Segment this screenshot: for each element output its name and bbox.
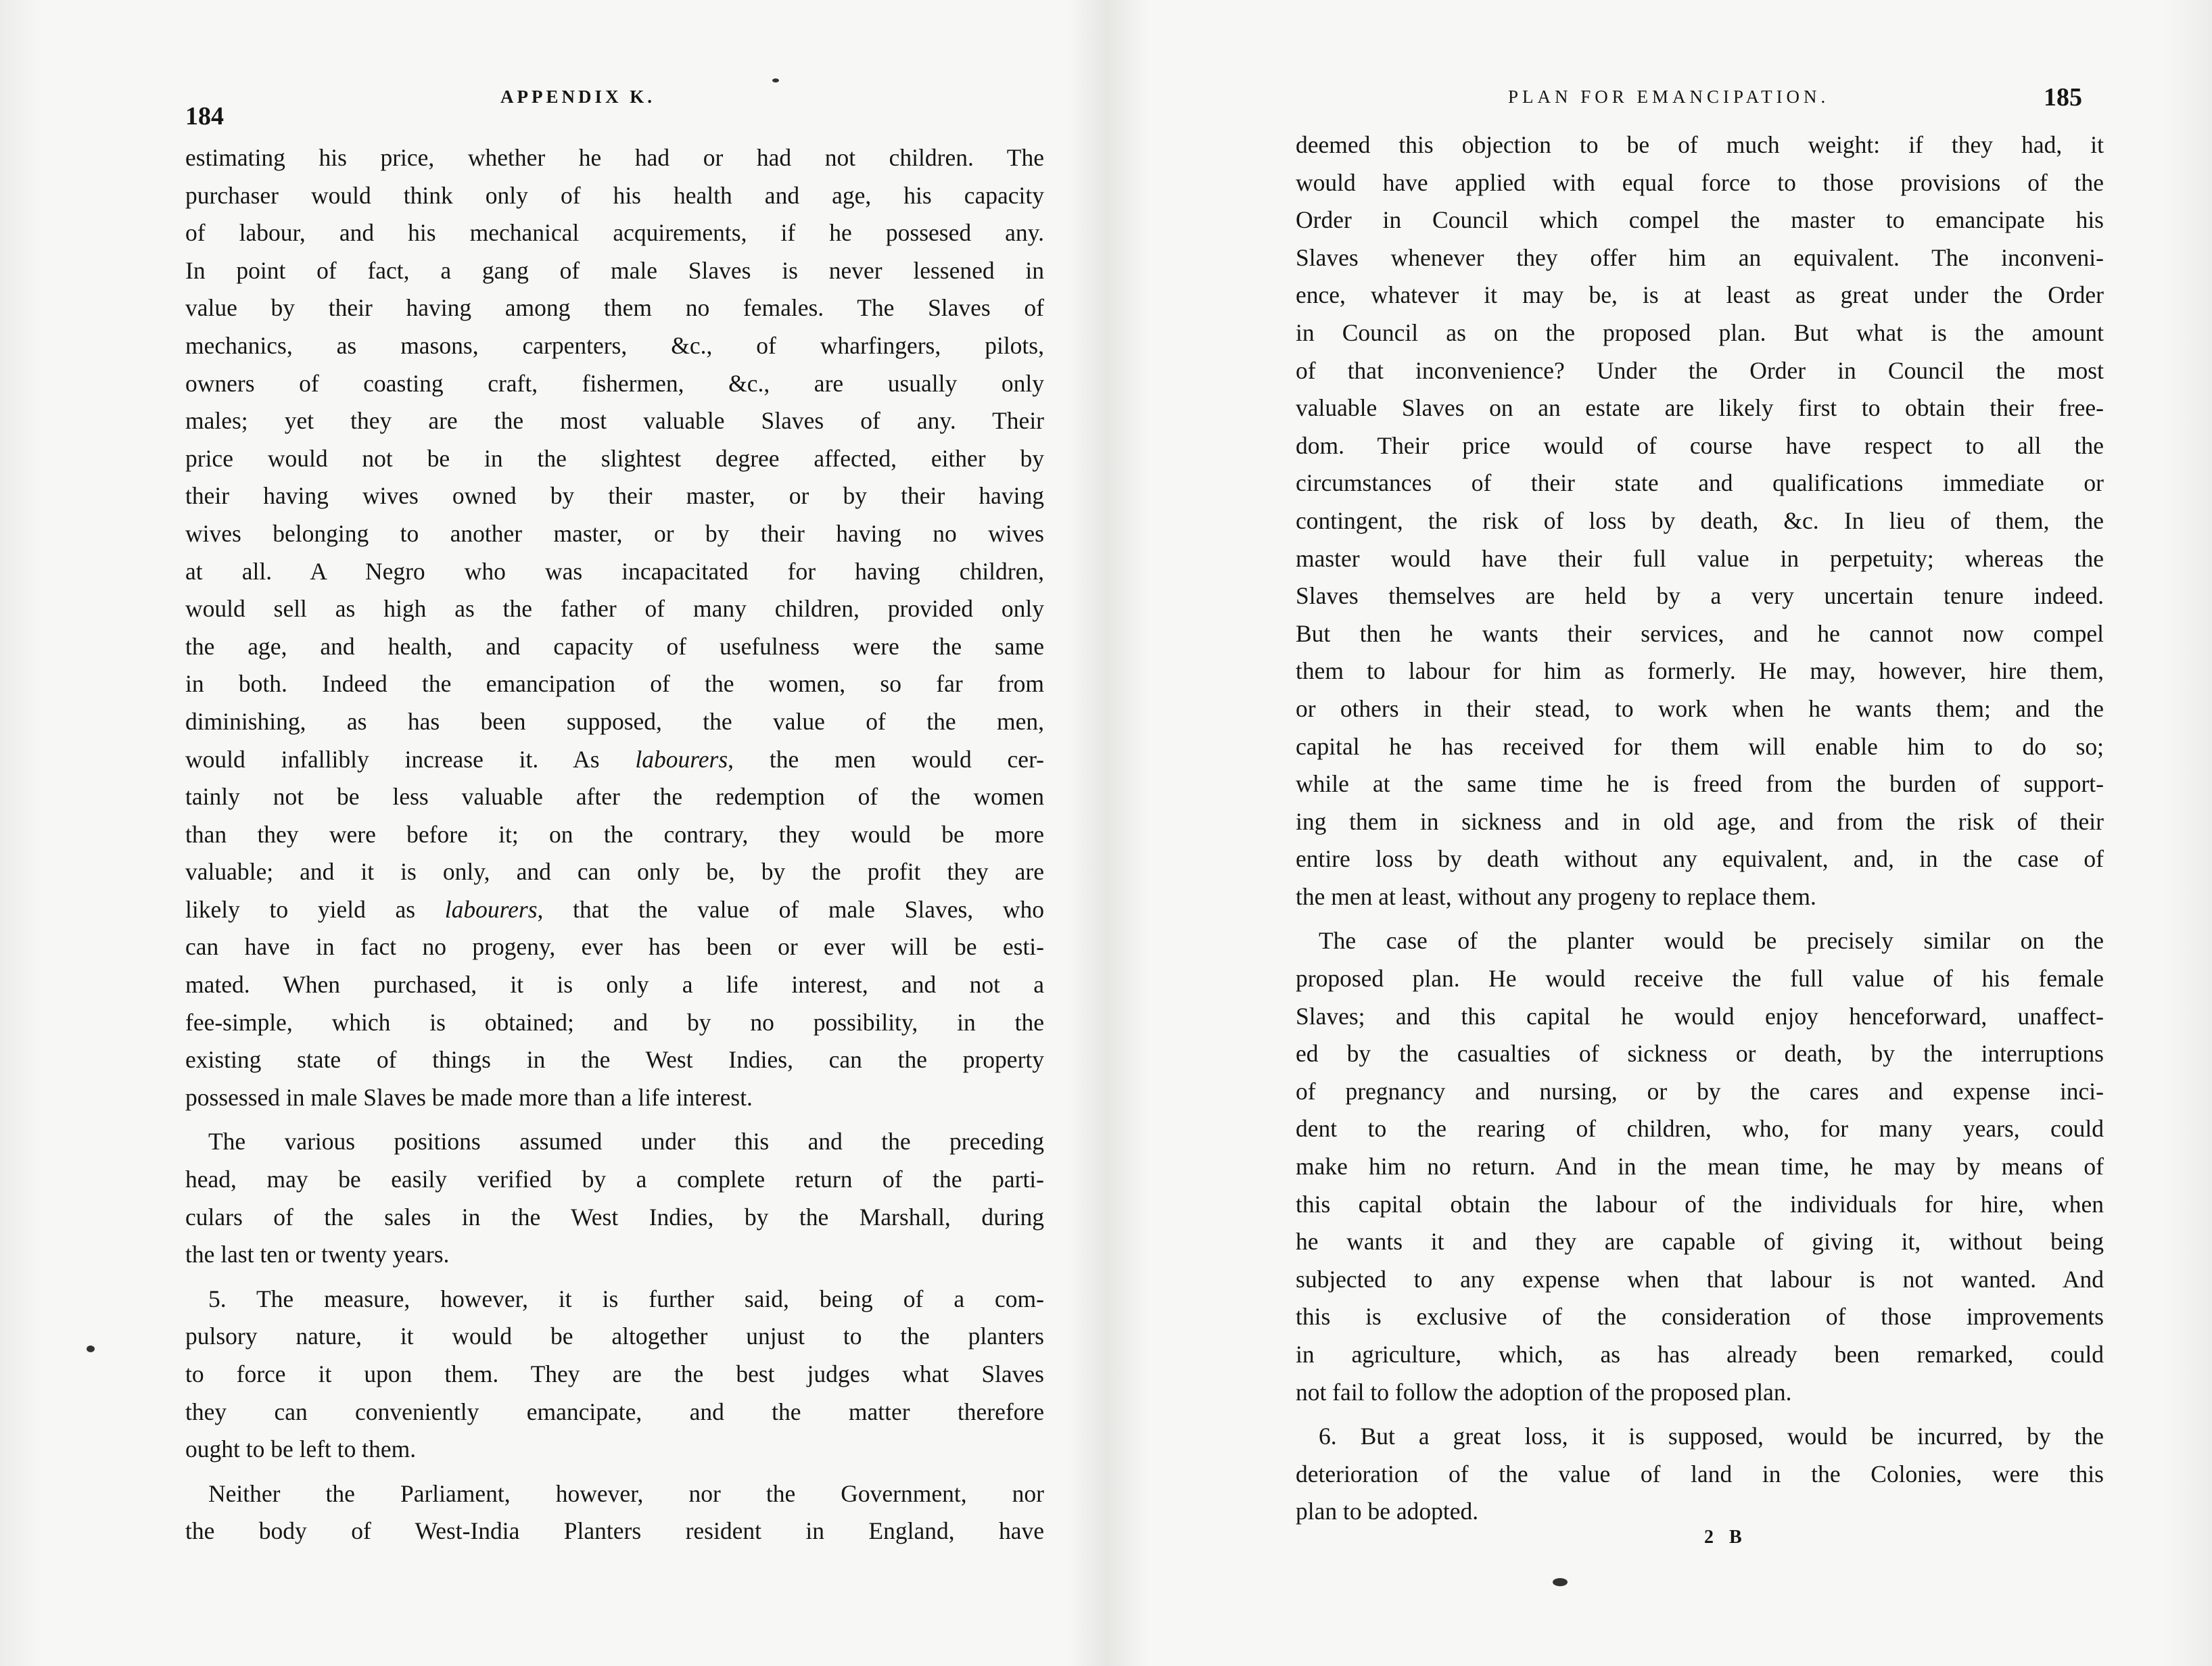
text-line: circumstances of their state and qualifications immediate or [1296,469,2104,497]
text-line: price would not be in the slightest degree affected, either by [185,444,1044,472]
text-line: Slaves whenever they offer him an equivalent. The inconveni- [1296,243,2104,271]
right-page-text [1296,126,2104,1531]
text-line: fee-simple, which is obtained; and by no possibility, in the [185,1008,1044,1036]
text-line: deemed this objection to be of much weight: if they had, it [1296,131,2104,158]
left-page-text [185,139,1044,1550]
text-line: existing state of things in the West Indies, can the property [185,1046,1044,1074]
text-line: Order in Council which compel the master to emancipate his [1296,206,2104,234]
text-line: estimating his price, whether he had or had not children. The [185,144,1044,171]
paragraph [1296,922,2104,1411]
text-line: ing them in sickness and in old age, and from the risk of their [1296,807,2104,835]
text-line: The various positions assumed under this and the preceding [208,1128,1044,1156]
text-line: would infallibly increase it. As labourers, the men would cer- [185,745,1044,773]
right-page [1106,0,2212,1666]
text-line: he wants it and they are capable of giving it, without being [1296,1228,2104,1256]
text-line: pulsory nature, it would be altogether unjust to the planters [185,1323,1044,1350]
text-line: of labour, and his mechanical acquirements, if he possesed any. [185,219,1044,247]
right-page-number: 185 [2044,83,2082,112]
text-line: the age, and health, and capacity of usefulness were the same [185,632,1044,660]
text-line: tainly not be less valuable after the redemption of the women [185,783,1044,811]
text-line: ence, whatever it may be, is at least as great under the Order [1296,281,2104,309]
text-line: But then he wants their services, and he cannot now compel [1296,619,2104,647]
left-running-head: APPENDIX K. [500,87,655,107]
signature-mark: 2 B [1704,1527,1747,1548]
ink-speck [772,78,779,82]
text-line: likely to yield as labourers, that the value of male Slaves, who [185,895,1044,923]
text-line: capital he has received for them will enable him to do so; [1296,732,2104,760]
text-line: valuable; and it is only, and can only be, by the profit they are [185,858,1044,886]
text-line: ought to be left to them. [185,1435,417,1463]
text-line: mechanics, as masons, carpenters, &c., of wharfingers, pilots, [185,331,1044,359]
left-page-number: 184 [185,102,224,130]
text-line: the men at least, without any progeny to replace them. [1296,882,1816,910]
text-line: Neither the Parliament, however, nor the Government, nor [208,1479,1044,1507]
text-line: master would have their full value in perpetuity; whereas the [1296,544,2104,572]
text-line: would sell as high as the father of many children, provided only [185,595,1044,623]
text-line: dom. Their price would of course have respect to all the [1296,431,2104,459]
text-line: them to labour for him as formerly. He may, however, hire them, [1296,657,2104,685]
text-line: The case of the planter would be precisely similar on the [1319,927,2104,955]
paragraph [185,1123,1044,1273]
text-line: purchaser would think only of his health and age, his capacity [185,181,1044,209]
text-line: valuable Slaves on an estate are likely first to obtain their free- [1296,394,2104,422]
ink-speck [1553,1578,1568,1586]
text-line: than they were before it; on the contrary, they would be more [185,820,1044,848]
text-line: culars of the sales in the West Indies, by the Marshall, during [185,1203,1044,1231]
text-line: proposed plan. He would receive the full value of his female [1296,965,2104,993]
text-line: at all. A Negro who was incapacitated for having children, [185,557,1044,585]
text-line: they can conveniently emancipate, and the matter therefore [185,1398,1044,1425]
text-line: value by their having among them no females. The Slaves of [185,294,1044,322]
text-line: this is exclusive of the consideration of those improvements [1296,1303,2104,1331]
paragraph [1296,1418,2104,1531]
text-line: of that inconvenience? Under the Order in Council the most [1296,356,2104,384]
text-line: this capital obtain the labour of the individuals for hire, when [1296,1190,2104,1218]
text-line: subjected to any expense when that labour is not wanted. And [1296,1265,2104,1293]
text-line: head, may be easily verified by a complete return of the parti- [185,1166,1044,1193]
ink-speck [87,1346,95,1352]
text-line: contingent, the risk of loss by death, &c. In lieu of them, the [1296,506,2104,534]
text-line: to force it upon them. They are the best judges what Slaves [185,1360,1044,1387]
text-line: the body of West-India Planters resident in England, have [185,1517,1044,1545]
text-line: deterioration of the value of land in the Colonies, were this [1296,1460,2104,1488]
text-line: mated. When purchased, it is only a life interest, and not a [185,971,1044,999]
text-line: or others in their stead, to work when he wants them; and the [1296,694,2104,722]
text-line: in Council as on the proposed plan. But what is the amount [1296,318,2104,346]
text-line: make him no return. And in the mean time, he may by means of [1296,1153,2104,1181]
right-running-head: PLAN FOR EMANCIPATION. [1508,87,1830,107]
text-line: in both. Indeed the emancipation of the women, so far from [185,670,1044,698]
text-line: while at the same time he is freed from the burden of support- [1296,770,2104,798]
text-line: the last ten or twenty years. [185,1241,450,1268]
text-line: Slaves; and this capital he would enjoy henceforward, unaffect- [1296,1002,2104,1030]
text-line: possessed in male Slaves be made more than a life interest. [185,1083,753,1111]
paragraph [185,139,1044,1116]
text-line: plan to be adopted. [1296,1498,1479,1525]
text-line: their having wives owned by their master, or by their having [185,482,1044,510]
text-line: in agriculture, which, as has already been remarked, could [1296,1341,2104,1368]
text-line: males; yet they are the most valuable Slaves of any. Their [185,407,1044,435]
text-line: would have applied with equal force to those provisions of the [1296,168,2104,196]
text-line: can have in fact no progeny, ever has been or ever will be esti- [185,933,1044,961]
paragraph [1296,126,2104,915]
text-line: owners of coasting craft, fishermen, &c., are usually only [185,369,1044,397]
text-line: not fail to follow the adoption of the proposed plan. [1296,1378,1792,1406]
paragraph [185,1475,1044,1550]
text-line: entire loss by death without any equivalent, and, in the case of [1296,845,2104,873]
text-line: wives belonging to another master, or by their having no wives [185,519,1044,547]
text-line: In point of fact, a gang of male Slaves is never lessened in [185,256,1044,284]
paragraph [185,1281,1044,1469]
text-line: ed by the casualties of sickness or death, by the interruptions [1296,1040,2104,1068]
text-line: diminishing, as has been supposed, the value of the men, [185,707,1044,735]
text-line: 6. But a great loss, it is supposed, would be incurred, by the [1319,1423,2104,1450]
text-line: 5. The measure, however, it is further said, being of a com- [208,1285,1044,1312]
text-line: Slaves themselves are held by a very uncertain tenure indeed. [1296,582,2104,610]
text-line: of pregnancy and nursing, or by the cares and expense inci- [1296,1077,2104,1105]
text-line: dent to the rearing of children, who, for many years, could [1296,1115,2104,1143]
